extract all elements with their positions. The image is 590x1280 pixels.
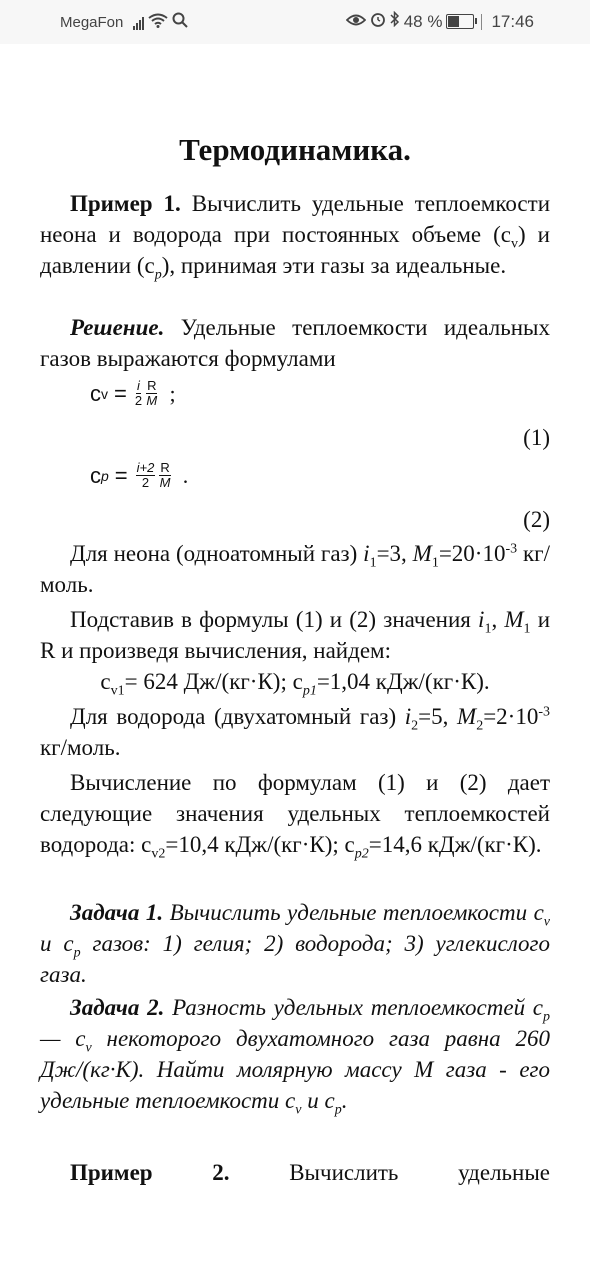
task2-text: некоторого двухатомного газа равна 260 Дж/(кг·К). Найти молярную массу M газа - его удельные теплоемкости c xyxy=(40,1026,550,1113)
alarm-icon xyxy=(370,11,386,32)
hydrogen-text: =2·10 xyxy=(483,704,539,729)
subscript: v xyxy=(543,914,550,930)
task1-text: и c xyxy=(40,931,74,956)
denominator: 2 xyxy=(141,475,150,490)
example1-label: Пример 1. xyxy=(70,191,181,216)
subscript: 1 xyxy=(369,555,377,571)
page-title: Термодинамика. xyxy=(179,132,411,167)
task2-text: Разность удельных теплоемкостей c xyxy=(164,995,543,1020)
task1-text: Вычислить удельные теплоемкости c xyxy=(163,900,544,925)
subscript: 1 xyxy=(431,555,439,571)
divider xyxy=(481,14,482,30)
subscript: 2 xyxy=(411,718,419,734)
substitute-text: Подставив в формулы (1) и (2) значения xyxy=(70,607,479,632)
symbol: M xyxy=(504,607,524,632)
formula-2: c p = $\frac{i+2}{2}$ $\frac{R}{M}$ . xyxy=(90,460,189,490)
symbol: i xyxy=(404,704,412,729)
subscript: v xyxy=(295,1102,302,1118)
example2-paragraph xyxy=(40,1157,550,1188)
solution-label: Решение. xyxy=(70,315,165,340)
numerator: i+2 xyxy=(136,460,155,475)
equation-number-2: (2) xyxy=(523,507,550,532)
task2-label: Задача 2. xyxy=(70,995,165,1020)
formula-tail: ; xyxy=(169,381,176,406)
eye-icon xyxy=(346,12,366,32)
neon-text: Для неона (одноатомный газ) xyxy=(70,541,364,566)
status-bar xyxy=(0,0,590,44)
subscript: 1 xyxy=(523,621,531,637)
formula-tail: . xyxy=(182,463,189,488)
subscript: 2 xyxy=(476,718,484,734)
result-text: =1,04 кДж/(кг·К). xyxy=(316,669,490,694)
battery-icon xyxy=(446,14,474,29)
subscript: p xyxy=(154,267,162,283)
fraction xyxy=(136,461,156,490)
neon-text: кг/моль. xyxy=(40,541,550,597)
task2-text: и c xyxy=(301,1088,335,1113)
numerator: R xyxy=(160,460,170,475)
task1-paragraph xyxy=(40,897,550,990)
calc-paragraph xyxy=(40,767,550,860)
hydrogen-text: кг/моль. xyxy=(40,735,121,760)
example2-label: Пример 2. xyxy=(70,1160,230,1185)
fraction xyxy=(159,461,170,490)
solution-paragraph xyxy=(40,312,550,374)
task1-text: газов: 1) гелия; 2) водорода; 3) углекислого газа. xyxy=(40,931,550,987)
equals-sign: = xyxy=(114,381,127,406)
fraction xyxy=(146,379,157,408)
example1-text: ) и давлении (c xyxy=(40,222,550,278)
neon-text: =20·10 xyxy=(438,541,506,566)
solution-text: Удельные теплоемкости идеальных газов выражаются формулами xyxy=(40,315,550,371)
hydrogen-text: =5, xyxy=(418,704,449,729)
symbol: M xyxy=(412,541,432,566)
fraction xyxy=(135,379,142,408)
formula-symbol: c xyxy=(90,381,101,406)
example1-text: ), принимая эти газы за идеальные. xyxy=(161,253,507,278)
carrier-label: MegaFon xyxy=(60,14,124,31)
subscript: 1 xyxy=(484,621,492,637)
subscript: v xyxy=(85,1040,92,1056)
search-icon xyxy=(172,12,188,33)
clock-time: 17:46 xyxy=(491,11,534,31)
substitute-paragraph xyxy=(40,604,550,666)
subscript: v xyxy=(511,236,518,252)
denominator: 2 xyxy=(134,393,143,408)
subscript: p xyxy=(543,1009,550,1025)
symbol: c xyxy=(100,669,111,694)
superscript: -3 xyxy=(538,704,550,720)
neon-paragraph xyxy=(40,538,550,600)
signal-icon xyxy=(133,16,144,30)
example1-text: Вычислить удельные теплоемкости неона и водорода при постоянных объеме (c xyxy=(40,191,551,247)
task2-paragraph xyxy=(40,992,550,1116)
subscript: p2 xyxy=(354,846,369,862)
document-body xyxy=(40,130,550,1188)
symbol: M xyxy=(457,704,477,729)
calc-text: =10,4 кДж/(кг·К); c xyxy=(165,832,355,857)
bluetooth-icon xyxy=(390,11,400,32)
subscript: p xyxy=(73,945,81,961)
task2-text: . xyxy=(341,1088,348,1113)
neon-text: =3, xyxy=(376,541,407,566)
substitute-text: , xyxy=(491,607,498,632)
equals-sign: = xyxy=(114,463,128,488)
formula-1: c v = $\frac{i}{2}$ $\frac{R}{M}$ ; xyxy=(90,378,176,408)
equation-number-1: (1) xyxy=(523,425,550,450)
hydrogen-text: Для водорода (двухатомный газ) xyxy=(70,704,405,729)
calc-text: Вычисление по формулам (1) и (2) дает следующие значения удельных теплоемкостей водорода: c xyxy=(40,770,550,857)
symbol: i xyxy=(478,607,485,632)
numerator: R xyxy=(147,378,157,393)
subscript: v2 xyxy=(151,846,166,862)
symbol: i xyxy=(363,541,370,566)
denominator: M xyxy=(159,475,171,490)
status-right xyxy=(346,11,534,32)
status-left xyxy=(60,12,188,33)
subscript: p1 xyxy=(302,683,317,699)
numerator: i xyxy=(137,378,140,393)
denominator: M xyxy=(146,393,158,408)
substitute-text: и R и произведя вычисления, найдем: xyxy=(40,607,551,663)
battery-percent: 48 % xyxy=(403,11,443,31)
example2-text: Вычислить удельные xyxy=(289,1160,550,1185)
neon-result xyxy=(40,666,550,697)
result-text: = 624 Дж/(кг·К); c xyxy=(124,669,303,694)
wifi-icon xyxy=(148,12,168,33)
formula-symbol: c xyxy=(90,463,101,488)
subscript: p xyxy=(334,1102,342,1118)
subscript: v1 xyxy=(110,683,125,699)
task1-label: Задача 1. xyxy=(70,900,164,925)
superscript: -3 xyxy=(505,541,518,557)
calc-text: =14,6 кДж/(кг·К). xyxy=(368,832,542,857)
hydrogen-paragraph xyxy=(40,701,550,763)
task2-text: — c xyxy=(40,1026,86,1051)
example1-paragraph xyxy=(40,188,550,281)
